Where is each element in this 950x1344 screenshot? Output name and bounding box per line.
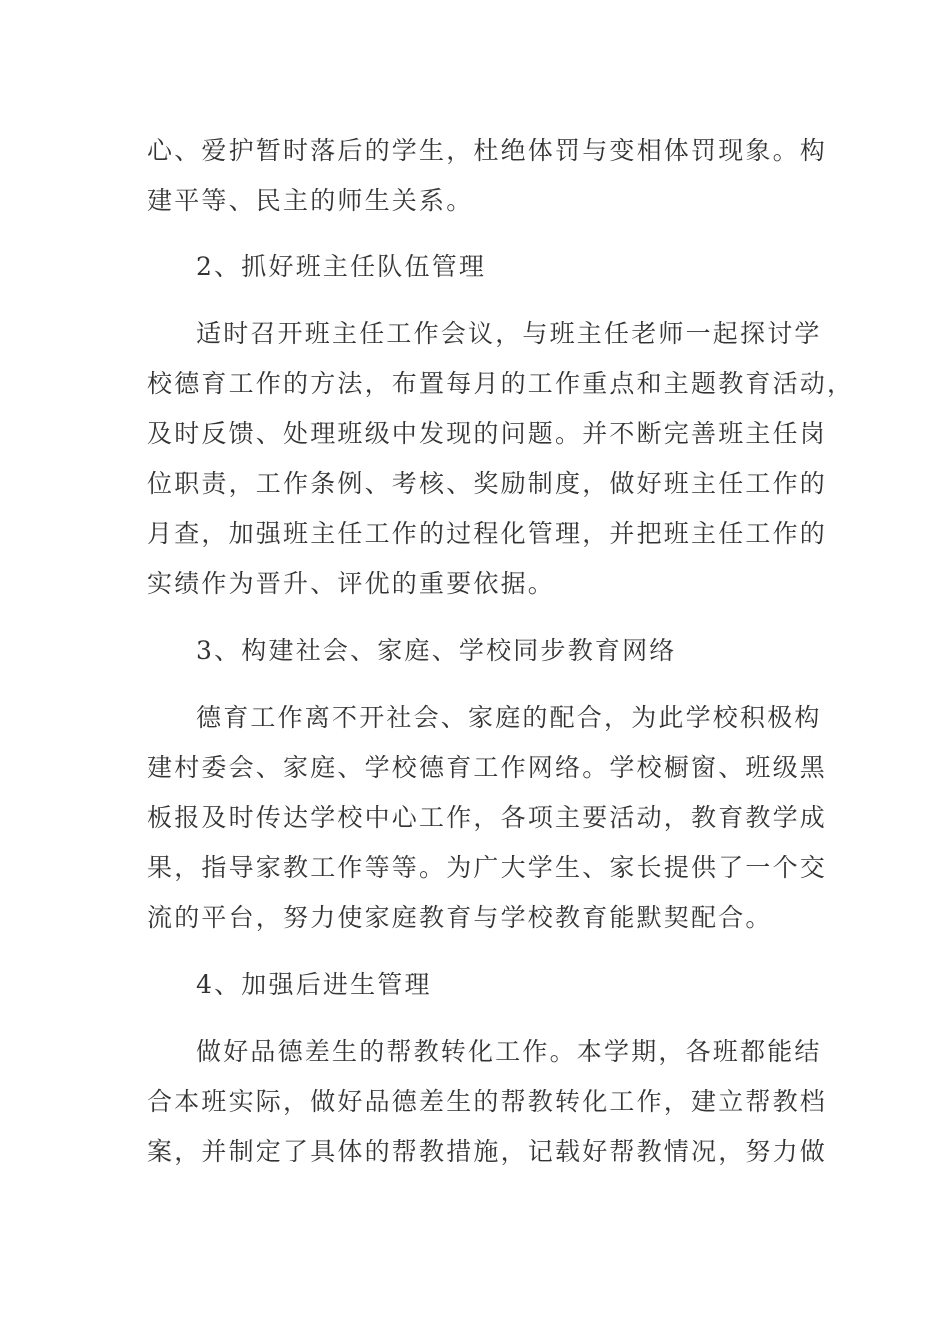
section-heading: 2、抓好班主任队伍管理	[196, 252, 487, 281]
paragraph-line: 实绩作为晋升、评优的重要依据。	[147, 569, 556, 598]
paragraph-line: 德育工作离不开社会、家庭的配合，为此学校积极构	[196, 703, 822, 732]
paragraph-line: 建村委会、家庭、学校德育工作网络。学校橱窗、班级黑	[147, 753, 828, 782]
paragraph-line: 案，并制定了具体的帮教措施，记载好帮教情况，努力做	[147, 1137, 828, 1166]
paragraph-line: 流的平台，努力使家庭教育与学校教育能默契配合。	[147, 903, 773, 932]
section-heading: 3、构建社会、家庭、学校同步教育网络	[196, 636, 677, 665]
paragraph-line: 适时召开班主任工作会议，与班主任老师一起探讨学	[196, 319, 822, 348]
paragraph-line: 果，指导家教工作等等。为广大学生、家长提供了一个交	[147, 853, 828, 882]
section-heading: 4、加强后进生管理	[196, 970, 432, 999]
paragraph-line: 板报及时传达学校中心工作，各项主要活动，教育教学成	[147, 803, 828, 832]
paragraph-line: 合本班实际，做好品德差生的帮教转化工作，建立帮教档	[147, 1087, 828, 1116]
paragraph-line: 做好品德差生的帮教转化工作。本学期，各班都能结	[196, 1037, 822, 1066]
paragraph-line: 位职责，工作条例、考核、奖励制度，做好班主任工作的	[147, 469, 828, 498]
paragraph-line: 心、爱护暂时落后的学生，杜绝体罚与变相体罚现象。构	[147, 136, 828, 165]
paragraph-line: 校德育工作的方法，布置每月的工作重点和主题教育活动，	[147, 369, 855, 398]
paragraph-line: 月查，加强班主任工作的过程化管理，并把班主任工作的	[147, 519, 828, 548]
paragraph-line: 及时反馈、处理班级中发现的问题。并不断完善班主任岗	[147, 419, 828, 448]
paragraph-line: 建平等、民主的师生关系。	[147, 186, 474, 215]
